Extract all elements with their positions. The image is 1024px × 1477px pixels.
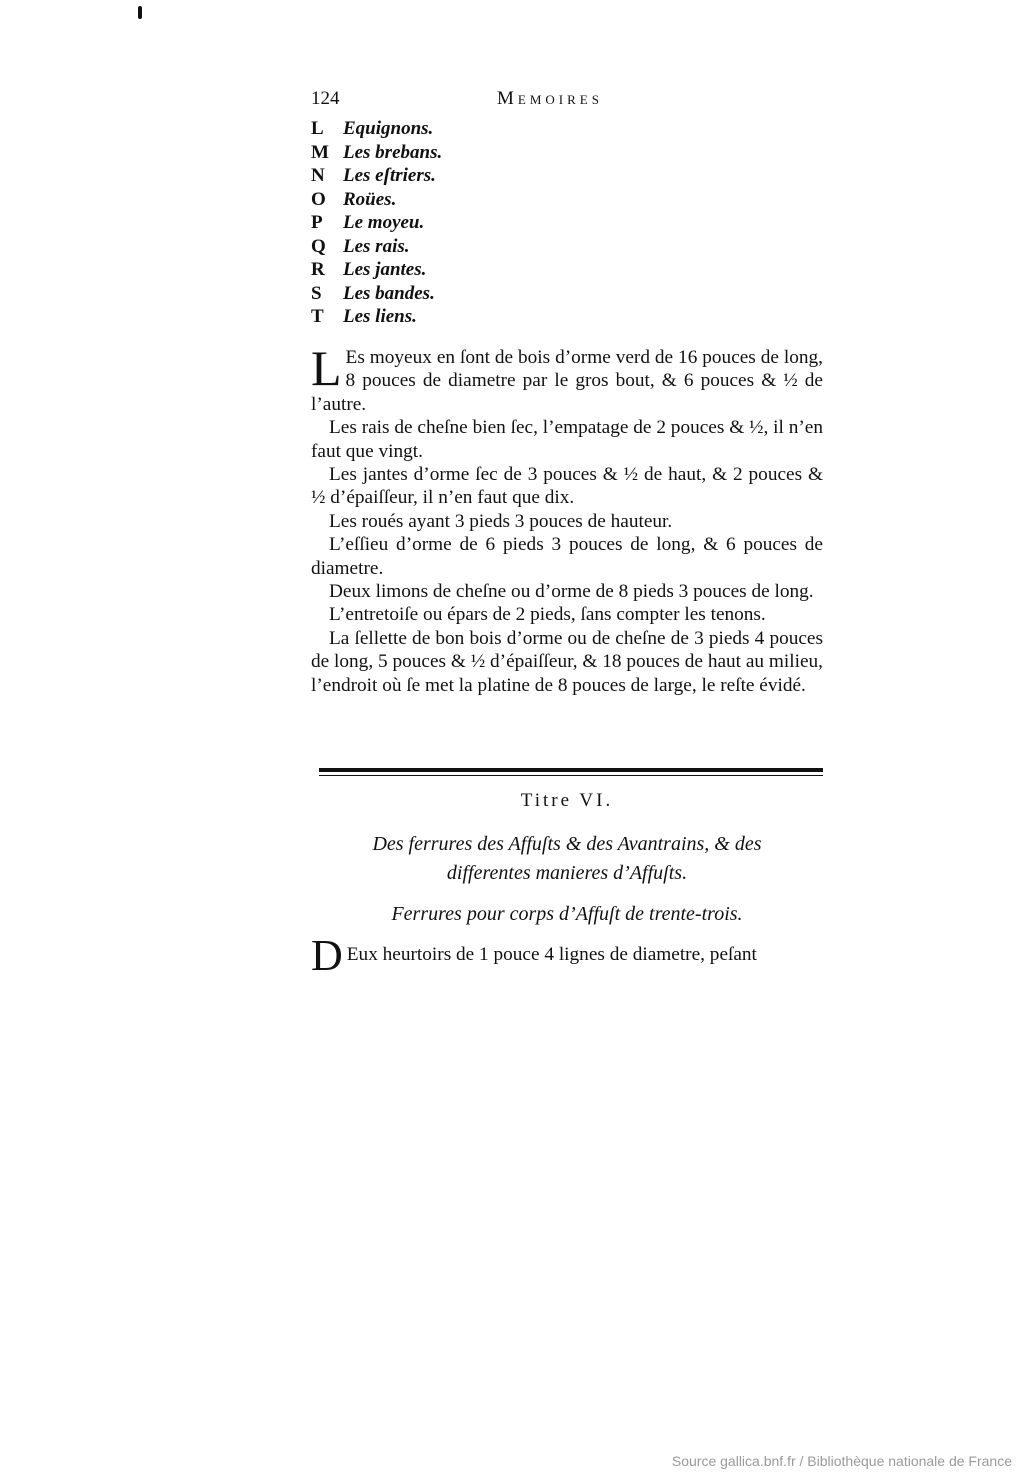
legend-letter: L	[311, 118, 324, 139]
legend-item	[311, 258, 551, 282]
paragraph	[311, 340, 823, 416]
paragraph: Les jantes d’orme ſec de 3 pouces & ½ de haut, & 2 pouces & ½ d’épaiſſeur, il n’en faut que dix.	[311, 464, 823, 509]
legend-list	[311, 117, 551, 329]
legend-item	[311, 211, 551, 235]
subheading: Ferrures pour corps d’Affuſt de trente-trois.	[391, 903, 743, 925]
legend-letter: P	[311, 212, 323, 233]
paragraph: Les rais de cheſne bien ſec, l’empatage de 2 pouces & ½, il n’en faut que vingt.	[311, 417, 823, 462]
running-title: Memoires	[497, 88, 603, 109]
legend-item	[311, 188, 551, 212]
legend-letter: Q	[311, 235, 326, 257]
legend-text: Le moyeu.	[343, 212, 425, 233]
paragraph-text: Eux heurtoirs de 1 pouce 4 lignes de diametre, peſant	[346, 944, 757, 965]
running-head	[311, 88, 831, 118]
legend-text: Les jantes.	[343, 259, 427, 280]
legend-letter: T	[311, 306, 324, 327]
source-footer: Source gallica.bnf.fr / Bibliothèque nationale de France	[671, 1453, 1012, 1469]
paragraph: La ſellette de bon bois d’orme ou de cheſne de 3 pieds 4 pouces de long, 5 pouces & ½ d’épaiſſeur, & 18 pouces de haut au milieu, l’endroit où ſe met la platine de 8 pouces de large, le reſte évidé.	[311, 627, 823, 696]
section-subtitle-line: differentes manieres d’Affuſts.	[446, 862, 688, 884]
paragraph: L’eſſieu d’orme de 6 pieds 3 pouces de long, & 6 pouces de diametre.	[311, 534, 823, 579]
section-title: Titre VI.	[520, 790, 614, 811]
drop-cap: L	[311, 340, 342, 396]
legend-text: Equignons.	[343, 118, 434, 139]
section-rule-thin	[319, 775, 823, 776]
paragraph: Deux limons de cheſne ou d’orme de 8 pieds 3 pouces de long.	[329, 581, 814, 603]
legend-letter: R	[311, 259, 325, 280]
paragraph: Les roués ayant 3 pieds 3 pouces de hauteur.	[329, 510, 673, 532]
section-subtitle	[311, 830, 823, 888]
paragraph	[311, 931, 831, 980]
legend-text: Roües.	[343, 188, 397, 210]
legend-letter: O	[311, 188, 326, 210]
legend-text: Les eſtriers.	[343, 165, 436, 186]
legend-text: Les liens.	[343, 306, 417, 327]
legend-letter: S	[311, 282, 322, 304]
legend-text: Les rais.	[343, 235, 410, 257]
legend-item	[311, 141, 551, 165]
drop-cap: D	[311, 931, 343, 980]
legend-letter: M	[311, 141, 329, 163]
page-number: 124	[311, 88, 340, 109]
section-rule	[319, 768, 823, 772]
paragraph-text: Es moyeux en ſont de bois d’orme verd de 16 pouces de long, 8 pouces de diametre par le gros bout, & 6 pouces & ½ de l’autre.	[311, 347, 823, 415]
paragraph: L’entretoiſe ou épars de 2 pieds, ſans compter les tenons.	[329, 604, 766, 626]
legend-text: Les bandes.	[343, 282, 435, 304]
section-subtitle-line: Des ferrures des Affuſts & des Avantrains, & des	[372, 833, 762, 855]
legend-item	[311, 164, 551, 188]
body-text	[311, 340, 823, 697]
legend-item	[311, 235, 551, 259]
ink-mark	[138, 6, 142, 19]
legend-text: Les brebans.	[343, 141, 443, 163]
legend-item	[311, 305, 551, 329]
legend-letter: N	[311, 165, 325, 186]
legend-item	[311, 282, 551, 306]
legend-item	[311, 117, 551, 141]
